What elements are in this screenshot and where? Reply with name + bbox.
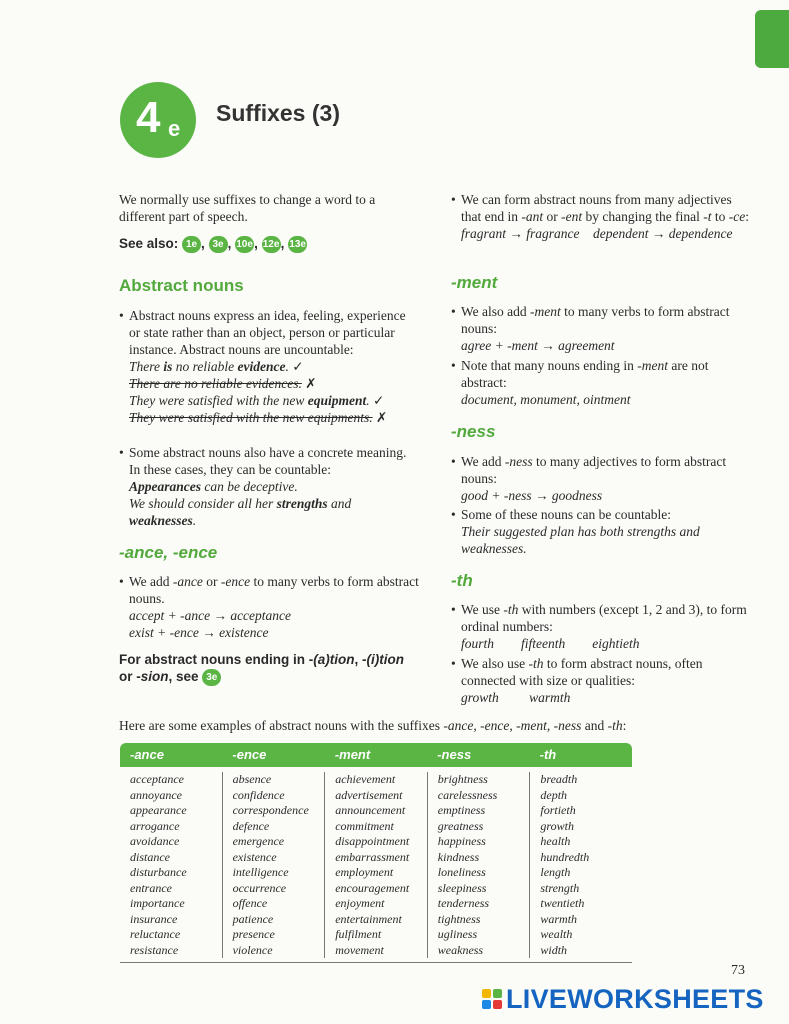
column-ness bbox=[428, 772, 531, 958]
cross-mark-icon: ✗ bbox=[375, 410, 388, 425]
table-cell: entertainment bbox=[335, 911, 402, 926]
example-fragrance: fragrant → fragrance dependent → dependence bbox=[461, 226, 733, 241]
ant-ent-bullet-text: We can form abstract nouns from many adjectives that end in -ant or -ent by changing the final -t to -ce: bbox=[461, 192, 749, 224]
table-cell: intelligence bbox=[232, 865, 289, 879]
table-cell: carelessness bbox=[437, 787, 498, 802]
ance-ence-heading: -ance, -ence bbox=[119, 543, 218, 562]
table-cell: entrance bbox=[130, 880, 172, 895]
abstract-bullet-1-text: Abstract nouns express an idea, feeling, experience or state rather than an object, person or particular instance. Abstract nouns are uncountable: bbox=[129, 308, 406, 357]
table-cell: tenderness bbox=[437, 896, 490, 910]
table-cell: weakness bbox=[437, 942, 484, 957]
example-goodness: good + -ness → goodness bbox=[461, 488, 603, 503]
examples-intro: Here are some examples of abstract nouns with the suffixes -ance, -ence, -ment, -ness and -th: bbox=[119, 718, 627, 733]
check-mark-icon: ✓ bbox=[292, 359, 304, 374]
ref-badge-3e[interactable]: 3e bbox=[209, 236, 228, 253]
table-cell: violence bbox=[232, 942, 273, 957]
table-cell: patience bbox=[232, 911, 274, 926]
abstract-bullet-2: • Some abstract nouns also have a concrete meaning. In these cases, they can be countable: Appearances can be deceptive. We should consider all her strengths and weaknesses. bbox=[119, 444, 419, 529]
table-body bbox=[120, 767, 632, 963]
suffix-examples-table bbox=[120, 743, 632, 963]
example-equipment-wrong: They were satisfied with the new equipments. ✗ bbox=[129, 410, 388, 425]
table-cell: absence bbox=[232, 772, 272, 786]
example-strengths: We should consider all her strengths and weaknesses. bbox=[129, 496, 352, 528]
table-cell: greatness bbox=[437, 818, 484, 833]
table-cell: kindness bbox=[437, 849, 480, 864]
table-cell: happiness bbox=[437, 834, 486, 848]
unit-number: 4 bbox=[136, 93, 161, 142]
table-cell: growth bbox=[540, 818, 574, 833]
ref-note: For abstract nouns ending in -(a)tion, -(i)tion or -sion, see 3e bbox=[119, 652, 404, 684]
example-existence: exist + -ence → existence bbox=[129, 625, 269, 640]
ant-ent-bullet: • We can form abstract nouns from many adjectives that end in -ant or -ent by changing the final -t to -ce: fragrant → fragrance dependent → dependence bbox=[451, 191, 751, 242]
example-equipment-correct: They were satisfied with the new equipment. ✓ bbox=[129, 393, 385, 408]
column-header-ment: -ment bbox=[334, 747, 371, 762]
table-cell: breadth bbox=[540, 772, 578, 786]
table-cell: warmth bbox=[540, 911, 578, 926]
table-cell: fulfilment bbox=[335, 927, 382, 941]
th-bullet-2: • We also use -th to form abstract nouns, often connected with size or qualities: growth warmth bbox=[451, 655, 751, 706]
table-cell: appearance bbox=[130, 803, 187, 817]
table-cell: health bbox=[540, 834, 571, 848]
see-also-label: See also: bbox=[119, 236, 179, 251]
example-ordinals: fourth fifteenth eightieth bbox=[461, 636, 640, 651]
table-cell: importance bbox=[130, 896, 185, 910]
table-cell: twentieth bbox=[540, 896, 585, 910]
table-cell: movement bbox=[335, 942, 384, 957]
ment-bullet-1: • We also add -ment to many verbs to form abstract nouns: agree + -ment → agreement bbox=[451, 303, 751, 354]
table-header-row bbox=[120, 743, 632, 767]
table-cell: annoyance bbox=[130, 787, 182, 802]
table-cell: emptiness bbox=[437, 803, 486, 817]
table-cell: commitment bbox=[335, 818, 394, 833]
table-cell: existence bbox=[232, 849, 277, 864]
column-ment bbox=[325, 772, 428, 958]
logo-grid-icon bbox=[482, 989, 502, 1009]
liveworksheets-logo[interactable] bbox=[482, 984, 764, 1014]
table-cell: embarrassment bbox=[335, 849, 410, 864]
ment-heading: -ment bbox=[451, 273, 498, 292]
table-cell: resistance bbox=[130, 942, 179, 957]
th-heading: -th bbox=[451, 571, 473, 590]
table-cell: arrogance bbox=[130, 818, 180, 833]
abstract-bullet-2-text: Some abstract nouns also have a concrete meaning. In these cases, they can be countable: bbox=[129, 445, 407, 477]
table-cell: announcement bbox=[335, 803, 406, 817]
table-cell: brightness bbox=[437, 772, 488, 786]
ref-badge-13e[interactable]: 13e bbox=[288, 236, 307, 253]
ance-ence-bullet: • We add -ance or -ence to many verbs to form abstract nouns. accept + -ance → acceptance exist + -ence → existence bbox=[119, 574, 419, 640]
ref-badge-1e[interactable]: 1e bbox=[182, 236, 201, 253]
ref-badge-12e[interactable]: 12e bbox=[262, 236, 281, 253]
table-cell: fortieth bbox=[540, 803, 576, 817]
column-th bbox=[530, 772, 632, 958]
table-cell: insurance bbox=[130, 911, 178, 926]
ness-heading: -ness bbox=[451, 422, 496, 441]
column-ance bbox=[120, 772, 223, 958]
ref-badge-3e[interactable]: 3e bbox=[202, 669, 221, 686]
table-cell: disappointment bbox=[335, 834, 410, 848]
table-cell: occurrence bbox=[232, 880, 287, 895]
table-cell: defence bbox=[232, 818, 270, 833]
th-bullet-1: • We use -th with numbers (except 1, 2 and 3), to form ordinal numbers: fourth fifteenth eightieth bbox=[451, 601, 751, 652]
column-header-ence: -ence bbox=[232, 747, 267, 762]
chapter-tab-marker bbox=[755, 10, 789, 68]
column-header-th: -th bbox=[539, 747, 557, 762]
table-cell: emergence bbox=[232, 834, 285, 848]
column-header-ance: -ance bbox=[130, 747, 164, 762]
example-appearances: Appearances can be deceptive. bbox=[129, 479, 298, 494]
ance-ence-bullet-text: We add -ance or -ence to many verbs to form abstract nouns. bbox=[129, 574, 419, 606]
table-cell: wealth bbox=[540, 927, 573, 941]
table-cell: length bbox=[540, 865, 571, 879]
abstract-bullet-1: • Abstract nouns express an idea, feeling, experience or state rather than an object, person or particular instance. Abstract nouns are uncountable: There is no reliable evidence. ✓ There are no reliable evidences. ✗ They were satisfied with the new equipment. ✓ They were satisfied with the new equipments. ✗ bbox=[119, 307, 419, 426]
table-cell: width bbox=[540, 942, 568, 957]
table-cell: reluctance bbox=[130, 927, 181, 941]
example-evidence-wrong: There are no reliable evidences. ✗ bbox=[129, 376, 317, 391]
ref-badge-10e[interactable]: 10e bbox=[235, 236, 254, 253]
unit-badge bbox=[120, 82, 196, 158]
table-cell: disturbance bbox=[130, 865, 187, 879]
ness-bullet-1: • We add -ness to many adjectives to form abstract nouns: good + -ness → goodness bbox=[451, 453, 751, 504]
example-growth-warmth: growth warmth bbox=[461, 690, 571, 705]
table-cell: correspondence bbox=[232, 803, 309, 817]
logo-text: LIVEWORKSHEETS bbox=[506, 983, 764, 1014]
table-cell: sleepiness bbox=[437, 880, 487, 895]
example-strengths-weaknesses: Their suggested plan has both strengths and weaknesses. bbox=[461, 524, 700, 556]
table-cell: loneliness bbox=[437, 865, 486, 879]
example-document: document, monument, ointment bbox=[461, 392, 631, 407]
table-cell: ugliness bbox=[437, 927, 478, 941]
abstract-nouns-heading: Abstract nouns bbox=[119, 276, 244, 295]
ment-bullet-2: • Note that many nouns ending in -ment are not abstract: document, monument, ointment bbox=[451, 357, 751, 408]
table-cell: confidence bbox=[232, 787, 285, 802]
table-cell: advertisement bbox=[335, 787, 403, 802]
table-cell: acceptance bbox=[130, 772, 184, 786]
cross-mark-icon: ✗ bbox=[305, 376, 317, 391]
example-agreement: agree + -ment → agreement bbox=[461, 338, 615, 353]
table-cell: avoidance bbox=[130, 834, 180, 848]
table-cell: depth bbox=[540, 787, 568, 802]
example-evidence-correct: There is no reliable evidence. ✓ bbox=[129, 359, 304, 374]
check-mark-icon: ✓ bbox=[373, 393, 385, 408]
page-number: 73 bbox=[731, 963, 745, 978]
table-cell: tightness bbox=[437, 911, 481, 926]
see-also: See also: 1e , 3e , 10e, 12e, 13e bbox=[119, 236, 306, 251]
table-cell: strength bbox=[540, 880, 580, 895]
unit-letter: e bbox=[168, 116, 181, 141]
column-header-ness: -ness bbox=[437, 747, 472, 762]
ness-bullet-2: • Some of these nouns can be countable: Their suggested plan has both strengths and weaknesses. bbox=[451, 506, 751, 557]
table-cell: offence bbox=[232, 896, 268, 910]
column-ence bbox=[223, 772, 326, 958]
table-cell: distance bbox=[130, 849, 170, 864]
table-cell: presence bbox=[232, 927, 275, 941]
table-cell: achievement bbox=[335, 772, 396, 786]
table-cell: enjoyment bbox=[335, 896, 385, 910]
intro-paragraph: We normally use suffixes to change a word to a different part of speech. bbox=[119, 192, 376, 224]
table-cell: hundredth bbox=[540, 849, 590, 864]
example-acceptance: accept + -ance → acceptance bbox=[129, 608, 292, 623]
page-title: Suffixes (3) bbox=[216, 100, 340, 126]
table-cell: encouragement bbox=[335, 880, 410, 895]
table-cell: employment bbox=[335, 865, 394, 879]
